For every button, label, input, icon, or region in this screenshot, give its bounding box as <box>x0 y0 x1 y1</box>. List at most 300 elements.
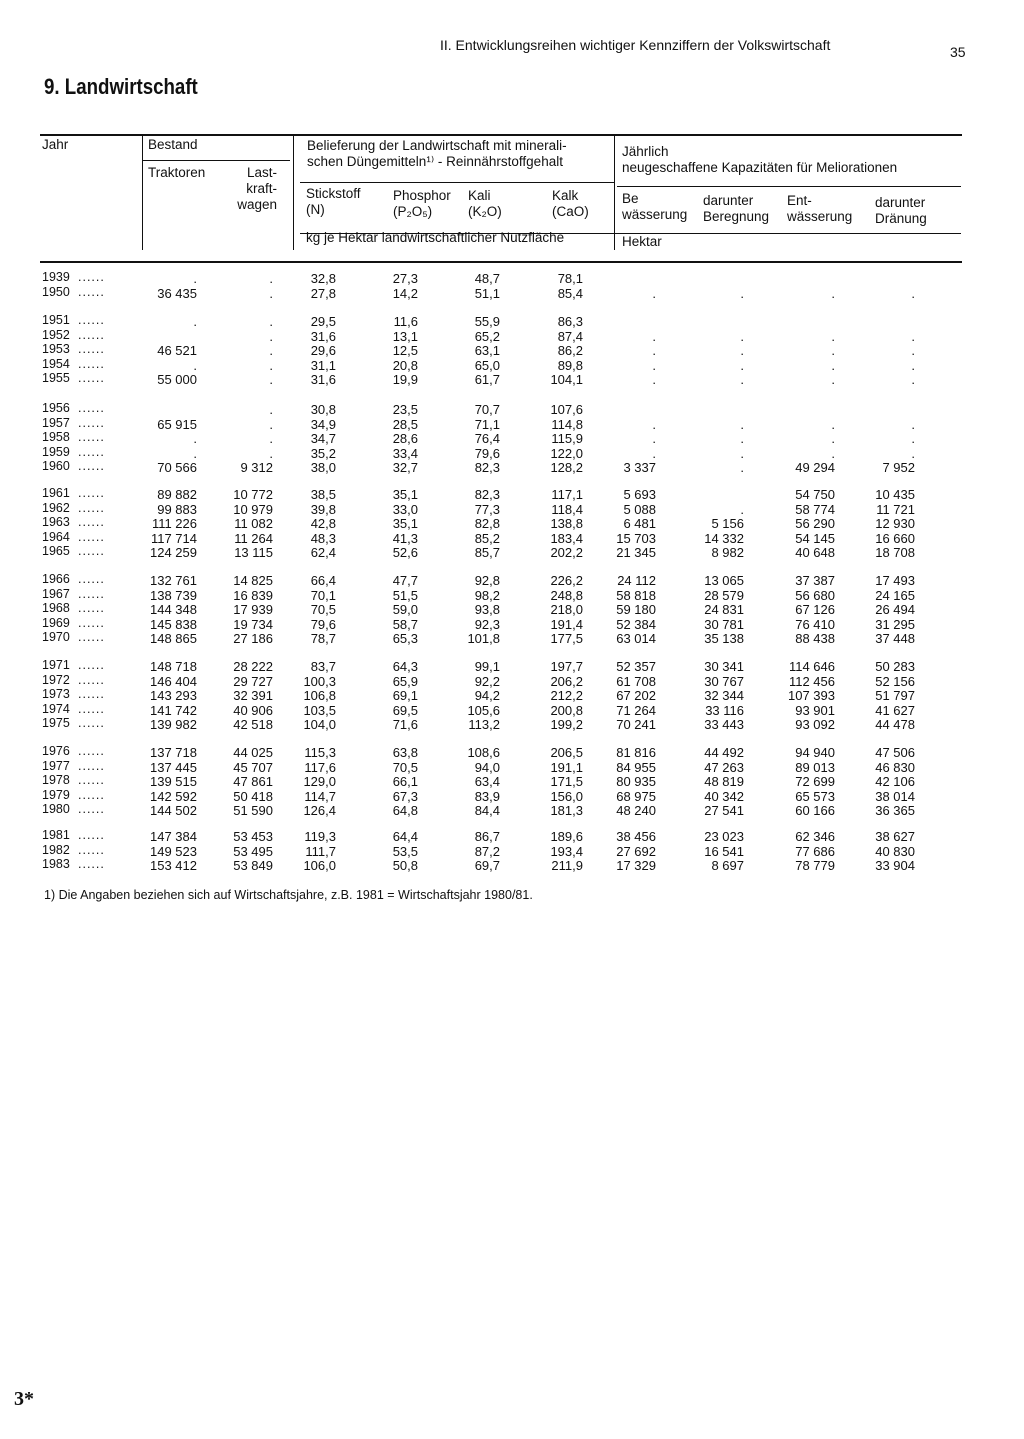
cell-beregnung: 30 341 <box>704 659 744 674</box>
cell-beregnung: 44 492 <box>704 745 744 760</box>
cell-kalk: 85,4 <box>557 285 583 301</box>
cell-kalk: 191,1 <box>550 759 583 775</box>
cell-entwaesserung: 62 346 <box>795 829 835 844</box>
cell-draenung: . <box>911 328 915 344</box>
cell-lastkraftwagen: 53 453 <box>233 829 273 844</box>
cell-phosphor: 59,0 <box>392 602 418 617</box>
unit-label-duenger: kg je Hektar landwirtschaftlicher Nutzfläche <box>306 230 565 245</box>
cell-entwaesserung: 94 940 <box>795 745 835 760</box>
row-year <box>42 371 105 385</box>
cell-kalk: 177,5 <box>550 631 583 646</box>
cell-bewaesserung: 58 818 <box>616 587 656 603</box>
cell-draenung: . <box>911 357 915 373</box>
cell-traktoren: 124 259 <box>150 545 197 560</box>
cell-traktoren: 46 521 <box>157 343 197 358</box>
row-year <box>42 630 105 644</box>
cell-phosphor: 19,9 <box>392 372 418 387</box>
cell-lastkraftwagen: 50 418 <box>233 788 273 804</box>
cell-traktoren: 55 000 <box>157 372 197 387</box>
cell-entwaesserung: . <box>831 343 835 358</box>
col-header-bewaesserung: Be wässerung <box>622 191 688 222</box>
cell-beregnung: 33 443 <box>704 717 744 732</box>
cell-entwaesserung: 49 294 <box>795 460 835 475</box>
cell-stickstoff: 34,7 <box>310 431 336 446</box>
cell-stickstoff: 83,7 <box>310 659 336 674</box>
cell-traktoren: 117 714 <box>150 530 197 546</box>
cell-draenung: . <box>911 416 915 432</box>
leader-dots: ...... <box>78 744 105 758</box>
cell-beregnung: 5 156 <box>711 516 744 531</box>
cell-traktoren: 146 404 <box>150 673 197 689</box>
cell-phosphor: 65,3 <box>392 631 418 646</box>
year-value: 1954 <box>42 356 70 371</box>
cell-traktoren: 99 883 <box>157 501 197 517</box>
cell-kalk: 197,7 <box>550 659 583 674</box>
cell-kali: 92,2 <box>474 673 500 689</box>
leader-dots: ...... <box>78 857 105 871</box>
year-value: 1974 <box>42 701 70 716</box>
cell-traktoren: 147 384 <box>150 829 197 844</box>
cell-traktoren: 138 739 <box>150 587 197 603</box>
row-year <box>42 802 105 816</box>
cell-kalk: 206,2 <box>550 673 583 689</box>
cell-stickstoff: 111,7 <box>305 843 336 859</box>
cell-beregnung: 28 579 <box>704 587 744 603</box>
cell-traktoren: . <box>193 357 197 373</box>
cell-lastkraftwagen: . <box>269 402 273 417</box>
cell-kalk: 86,2 <box>557 343 583 358</box>
cell-beregnung: 33 116 <box>705 702 744 718</box>
year-value: 1957 <box>42 415 70 430</box>
leader-dots: ...... <box>78 615 105 630</box>
cell-traktoren: 89 882 <box>157 487 197 502</box>
leader-dots: ...... <box>78 401 105 415</box>
cell-stickstoff: 100,3 <box>303 673 336 689</box>
cell-stickstoff: 31,1 <box>310 357 336 373</box>
cell-lastkraftwagen: 32 391 <box>233 688 273 703</box>
cell-kalk: 128,2 <box>550 460 583 475</box>
cell-stickstoff: 129,0 <box>303 774 336 789</box>
cell-bewaesserung: 5 693 <box>623 487 656 502</box>
cell-kali: 48,7 <box>474 271 500 286</box>
leader-dots: ...... <box>78 327 105 342</box>
cell-phosphor: 20,8 <box>392 357 418 373</box>
row-year <box>42 515 105 529</box>
cell-kalk: 171,5 <box>550 774 583 789</box>
cell-draenung: 33 904 <box>875 858 915 873</box>
cell-beregnung: 47 263 <box>704 759 744 775</box>
cell-traktoren: 132 761 <box>150 573 197 588</box>
cell-kali: 92,3 <box>474 616 500 632</box>
cell-stickstoff: 70,5 <box>310 602 336 617</box>
cell-lastkraftwagen: 9 312 <box>240 460 273 475</box>
cell-traktoren: 143 293 <box>150 688 197 703</box>
cell-phosphor: 64,4 <box>392 829 418 844</box>
cell-beregnung: 8 982 <box>711 545 744 560</box>
leader-dots: ...... <box>78 672 105 687</box>
cell-kalk: 189,6 <box>550 829 583 844</box>
cell-draenung: 17 493 <box>875 573 915 588</box>
cell-kalk: 118,4 <box>551 501 583 517</box>
cell-traktoren: 65 915 <box>157 416 197 432</box>
cell-bewaesserung: . <box>652 372 656 387</box>
cell-lastkraftwagen: 28 222 <box>233 659 273 674</box>
cell-phosphor: 52,6 <box>392 545 418 560</box>
cell-entwaesserung: 93 092 <box>795 717 835 732</box>
cell-traktoren: 144 502 <box>150 803 197 818</box>
cell-lastkraftwagen: 40 906 <box>233 702 273 718</box>
year-value: 1978 <box>42 773 70 787</box>
cell-lastkraftwagen: 19 734 <box>233 616 273 632</box>
col-header-phosphor: Phosphor (P₂O₅) <box>393 188 451 219</box>
cell-stickstoff: 117,6 <box>304 759 336 775</box>
leader-dots: ...... <box>78 444 105 459</box>
cell-entwaesserung: 76 410 <box>795 616 835 632</box>
cell-lastkraftwagen: . <box>269 343 273 358</box>
cell-stickstoff: 31,6 <box>310 372 336 387</box>
table-top-rule <box>40 134 962 136</box>
row-year <box>42 759 105 773</box>
cell-traktoren: . <box>193 271 197 286</box>
cell-lastkraftwagen: . <box>269 431 273 446</box>
cell-traktoren: 148 718 <box>150 659 197 674</box>
cell-lastkraftwagen: 29 727 <box>233 673 273 689</box>
col-header-traktoren: Traktoren <box>148 165 206 180</box>
leader-dots: ...... <box>78 842 105 857</box>
cell-lastkraftwagen: 42 518 <box>233 717 273 732</box>
cell-traktoren: 70 566 <box>157 460 197 475</box>
cell-stickstoff: 78,7 <box>310 631 336 646</box>
leader-dots: ...... <box>78 486 105 500</box>
cell-kali: 76,4 <box>474 431 500 446</box>
col-header-lastkraftwagen: Last- kraft- wagen <box>237 165 277 212</box>
row-year <box>42 401 105 415</box>
cell-beregnung: 32 344 <box>704 688 744 703</box>
cell-lastkraftwagen: . <box>269 416 273 432</box>
cell-kalk: 104,1 <box>550 372 583 387</box>
cell-bewaesserung: . <box>652 431 656 446</box>
row-year <box>42 587 105 601</box>
cell-kali: 61,7 <box>474 372 500 387</box>
year-value: 1971 <box>42 658 70 672</box>
cell-phosphor: 58,7 <box>392 616 418 632</box>
cell-draenung: 40 830 <box>875 843 915 859</box>
row-year <box>42 572 105 586</box>
cell-kali: 70,7 <box>474 402 500 417</box>
cell-stickstoff: 29,5 <box>310 314 336 329</box>
cell-traktoren: 36 435 <box>157 285 197 301</box>
cell-stickstoff: 126,4 <box>303 803 336 818</box>
cell-entwaesserung: . <box>831 416 835 432</box>
year-value: 1982 <box>42 842 70 857</box>
cell-stickstoff: 104,0 <box>303 717 336 732</box>
cell-stickstoff: 31,6 <box>310 328 336 344</box>
cell-stickstoff: 79,6 <box>310 616 336 632</box>
cell-beregnung: 27 541 <box>704 803 744 818</box>
cell-stickstoff: 66,4 <box>310 573 336 588</box>
cell-kali: 65,2 <box>474 328 500 344</box>
row-year <box>42 357 105 371</box>
cell-bewaesserung: 81 816 <box>616 745 656 760</box>
cell-phosphor: 70,5 <box>392 759 418 775</box>
leader-dots: ...... <box>78 371 105 385</box>
cell-kali: 99,1 <box>474 659 500 674</box>
cell-beregnung: . <box>740 285 744 301</box>
cell-kalk: 218,0 <box>550 602 583 617</box>
cell-entwaesserung: 112 456 <box>788 673 835 689</box>
row-year <box>42 788 105 802</box>
cell-stickstoff: 114,7 <box>304 788 336 804</box>
cell-traktoren: . <box>193 314 197 329</box>
leader-dots: ...... <box>78 284 105 299</box>
row-year <box>42 828 105 842</box>
year-value: 1963 <box>42 515 70 529</box>
cell-phosphor: 28,6 <box>392 431 418 446</box>
cell-lastkraftwagen: . <box>269 357 273 373</box>
leader-dots: ...... <box>78 787 105 802</box>
cell-beregnung: . <box>740 372 744 387</box>
cell-traktoren: 137 445 <box>150 759 197 775</box>
cell-entwaesserung: 58 774 <box>795 501 835 517</box>
cell-stickstoff: 30,8 <box>310 402 336 417</box>
cell-draenung: 42 106 <box>875 774 915 789</box>
cell-draenung: 12 930 <box>875 516 915 531</box>
cell-beregnung: 24 831 <box>704 602 744 617</box>
cell-beregnung: . <box>740 416 744 432</box>
row-year <box>42 342 105 356</box>
cell-beregnung: 40 342 <box>704 788 744 804</box>
cell-entwaesserung: 93 901 <box>795 702 835 718</box>
cell-bewaesserung: 6 481 <box>623 516 656 531</box>
row-year <box>42 601 105 615</box>
cell-bewaesserung: 38 456 <box>616 829 656 844</box>
cell-kali: 79,6 <box>474 445 500 461</box>
cell-entwaesserung: 77 686 <box>795 843 835 859</box>
cell-traktoren: 137 718 <box>150 745 197 760</box>
cell-lastkraftwagen: 47 861 <box>233 774 273 789</box>
row-year <box>42 544 105 558</box>
row-year <box>42 416 105 430</box>
cell-phosphor: 53,5 <box>392 843 418 859</box>
cell-stickstoff: 27,8 <box>310 285 336 301</box>
cell-bewaesserung: 17 329 <box>616 858 656 873</box>
cell-bewaesserung: 68 975 <box>616 788 656 804</box>
cell-entwaesserung: 88 438 <box>795 631 835 646</box>
row-year <box>42 843 105 857</box>
cell-traktoren: 144 348 <box>150 602 197 617</box>
cell-entwaesserung: 60 166 <box>795 803 835 818</box>
cell-kali: 51,1 <box>474 285 500 301</box>
row-year <box>42 530 105 544</box>
leader-dots: ...... <box>78 716 105 730</box>
year-value: 1973 <box>42 687 70 701</box>
cell-entwaesserung: . <box>831 372 835 387</box>
cell-kali: 71,1 <box>474 416 500 432</box>
cell-stickstoff: 32,8 <box>310 271 336 286</box>
leader-dots: ...... <box>78 601 105 615</box>
cell-kalk: 199,2 <box>550 717 583 732</box>
leader-dots: ...... <box>78 270 105 284</box>
cell-kalk: 122,0 <box>550 445 583 461</box>
cell-draenung: 50 283 <box>875 659 915 674</box>
cell-draenung: 26 494 <box>875 602 915 617</box>
leader-dots: ...... <box>78 356 105 371</box>
cell-draenung: . <box>911 285 915 301</box>
cell-lastkraftwagen: 27 186 <box>233 631 273 646</box>
cell-bewaesserung: . <box>652 357 656 373</box>
cell-draenung: . <box>911 372 915 387</box>
cell-kali: 92,8 <box>474 573 500 588</box>
leader-dots: ...... <box>78 773 105 787</box>
row-year <box>42 702 105 716</box>
section-title: 9. Landwirtschaft <box>44 74 198 99</box>
col-header-entwaesserung: Ent- wässerung <box>787 193 853 224</box>
cell-lastkraftwagen: 10 979 <box>233 501 273 517</box>
cell-kalk: 89,8 <box>557 357 583 373</box>
year-value: 1965 <box>42 544 70 558</box>
year-value: 1983 <box>42 857 70 871</box>
cell-kalk: 114,8 <box>551 416 583 432</box>
leader-dots: ...... <box>78 802 105 816</box>
row-year <box>42 285 105 299</box>
leader-dots: ...... <box>78 342 105 356</box>
unit-label-melioration: Hektar <box>622 234 662 249</box>
row-year <box>42 716 105 730</box>
cell-draenung: 24 165 <box>875 587 915 603</box>
cell-stickstoff: 29,6 <box>310 343 336 358</box>
cell-kali: 101,8 <box>467 631 500 646</box>
cell-draenung: 16 660 <box>875 530 915 546</box>
cell-lastkraftwagen: . <box>269 372 273 387</box>
column-divider <box>614 134 615 250</box>
cell-stickstoff: 35,2 <box>310 445 336 461</box>
cell-kalk: 202,2 <box>550 545 583 560</box>
cell-kalk: 191,4 <box>550 616 583 632</box>
cell-phosphor: 66,1 <box>392 774 418 789</box>
cell-kali: 113,2 <box>468 717 500 732</box>
cell-traktoren: 149 523 <box>150 843 197 859</box>
header-rule-melioration <box>617 186 961 187</box>
cell-phosphor: 41,3 <box>392 530 418 546</box>
cell-kali: 82,3 <box>474 487 500 502</box>
year-value: 1967 <box>42 586 70 601</box>
cell-stickstoff: 42,8 <box>310 516 336 531</box>
year-value: 1976 <box>42 744 70 758</box>
cell-kali: 85,7 <box>474 545 500 560</box>
cell-bewaesserung: 67 202 <box>616 688 656 703</box>
cell-phosphor: 64,3 <box>392 659 418 674</box>
cell-bewaesserung: . <box>652 343 656 358</box>
cell-draenung: 38 627 <box>875 829 915 844</box>
year-value: 1972 <box>42 672 70 687</box>
cell-phosphor: 13,1 <box>392 328 418 344</box>
row-year <box>42 673 105 687</box>
cell-bewaesserung: . <box>652 328 656 344</box>
cell-stickstoff: 48,3 <box>310 530 336 546</box>
cell-beregnung: 13 065 <box>704 573 744 588</box>
cell-entwaesserung: 67 126 <box>795 602 835 617</box>
cell-bewaesserung: 59 180 <box>616 602 656 617</box>
cell-draenung: 37 448 <box>875 631 915 646</box>
cell-lastkraftwagen: 45 707 <box>233 759 273 775</box>
cell-bewaesserung: 52 384 <box>616 616 656 632</box>
cell-traktoren: 141 742 <box>150 702 197 718</box>
cell-phosphor: 51,5 <box>392 587 418 603</box>
cell-phosphor: 14,2 <box>392 285 418 301</box>
cell-entwaesserung: 65 573 <box>795 788 835 804</box>
cell-phosphor: 12,5 <box>392 343 418 358</box>
cell-stickstoff: 119,3 <box>304 829 336 844</box>
cell-kali: 86,7 <box>474 829 500 844</box>
year-value: 1975 <box>42 716 70 730</box>
year-value: 1951 <box>42 313 70 327</box>
cell-kali: 55,9 <box>474 314 500 329</box>
cell-traktoren: 139 515 <box>150 774 197 789</box>
cell-draenung: 18 708 <box>875 545 915 560</box>
cell-bewaesserung: 21 345 <box>616 545 656 560</box>
cell-kalk: 107,6 <box>550 402 583 417</box>
cell-draenung: 36 365 <box>875 803 915 818</box>
cell-draenung: . <box>911 343 915 358</box>
cell-phosphor: 27,3 <box>392 271 418 286</box>
cell-beregnung: . <box>740 501 744 517</box>
cell-bewaesserung: 71 264 <box>616 702 656 718</box>
cell-traktoren: 111 226 <box>151 516 197 531</box>
cell-lastkraftwagen: 44 025 <box>233 745 273 760</box>
row-year <box>42 616 105 630</box>
cell-draenung: 46 830 <box>875 759 915 775</box>
cell-kali: 87,2 <box>474 843 500 859</box>
cell-entwaesserung: 56 290 <box>795 516 835 531</box>
year-value: 1968 <box>42 601 70 615</box>
cell-kali: 83,9 <box>474 788 500 804</box>
cell-kalk: 87,4 <box>557 328 583 344</box>
cell-phosphor: 50,8 <box>392 858 418 873</box>
leader-dots: ...... <box>78 529 105 544</box>
footnote: 1) Die Angaben beziehen sich auf Wirtschaftsjahre, z.B. 1981 = Wirtschaftsjahr 1980/81. <box>44 888 533 902</box>
cell-beregnung: . <box>740 445 744 461</box>
cell-draenung: 41 627 <box>875 702 915 718</box>
cell-phosphor: 23,5 <box>392 402 418 417</box>
cell-draenung: 52 156 <box>875 673 915 689</box>
column-divider <box>142 134 143 250</box>
cell-phosphor: 11,6 <box>393 314 418 329</box>
cell-phosphor: 67,3 <box>392 788 418 804</box>
cell-bewaesserung: 52 357 <box>616 659 656 674</box>
cell-kali: 82,3 <box>474 460 500 475</box>
cell-kali: 93,8 <box>474 602 500 617</box>
year-value: 1960 <box>42 459 70 473</box>
year-value: 1958 <box>42 430 70 444</box>
cell-lastkraftwagen: . <box>269 445 273 461</box>
leader-dots: ...... <box>78 630 105 644</box>
cell-stickstoff: 106,0 <box>303 858 336 873</box>
cell-beregnung: 30 781 <box>704 616 744 632</box>
header-bottom-rule <box>40 261 962 263</box>
leader-dots: ...... <box>78 586 105 601</box>
col-header-bestand: Bestand <box>148 137 198 152</box>
cell-bewaesserung: 3 337 <box>623 460 656 475</box>
page-mark: 3* <box>14 1388 34 1410</box>
cell-stickstoff: 106,8 <box>303 688 336 703</box>
cell-entwaesserung: 40 648 <box>795 545 835 560</box>
cell-phosphor: 63,8 <box>392 745 418 760</box>
cell-traktoren: 148 865 <box>150 631 197 646</box>
row-year <box>42 744 105 758</box>
cell-kalk: 183,4 <box>550 530 583 546</box>
cell-beregnung: . <box>740 460 744 475</box>
leader-dots: ...... <box>78 415 105 430</box>
